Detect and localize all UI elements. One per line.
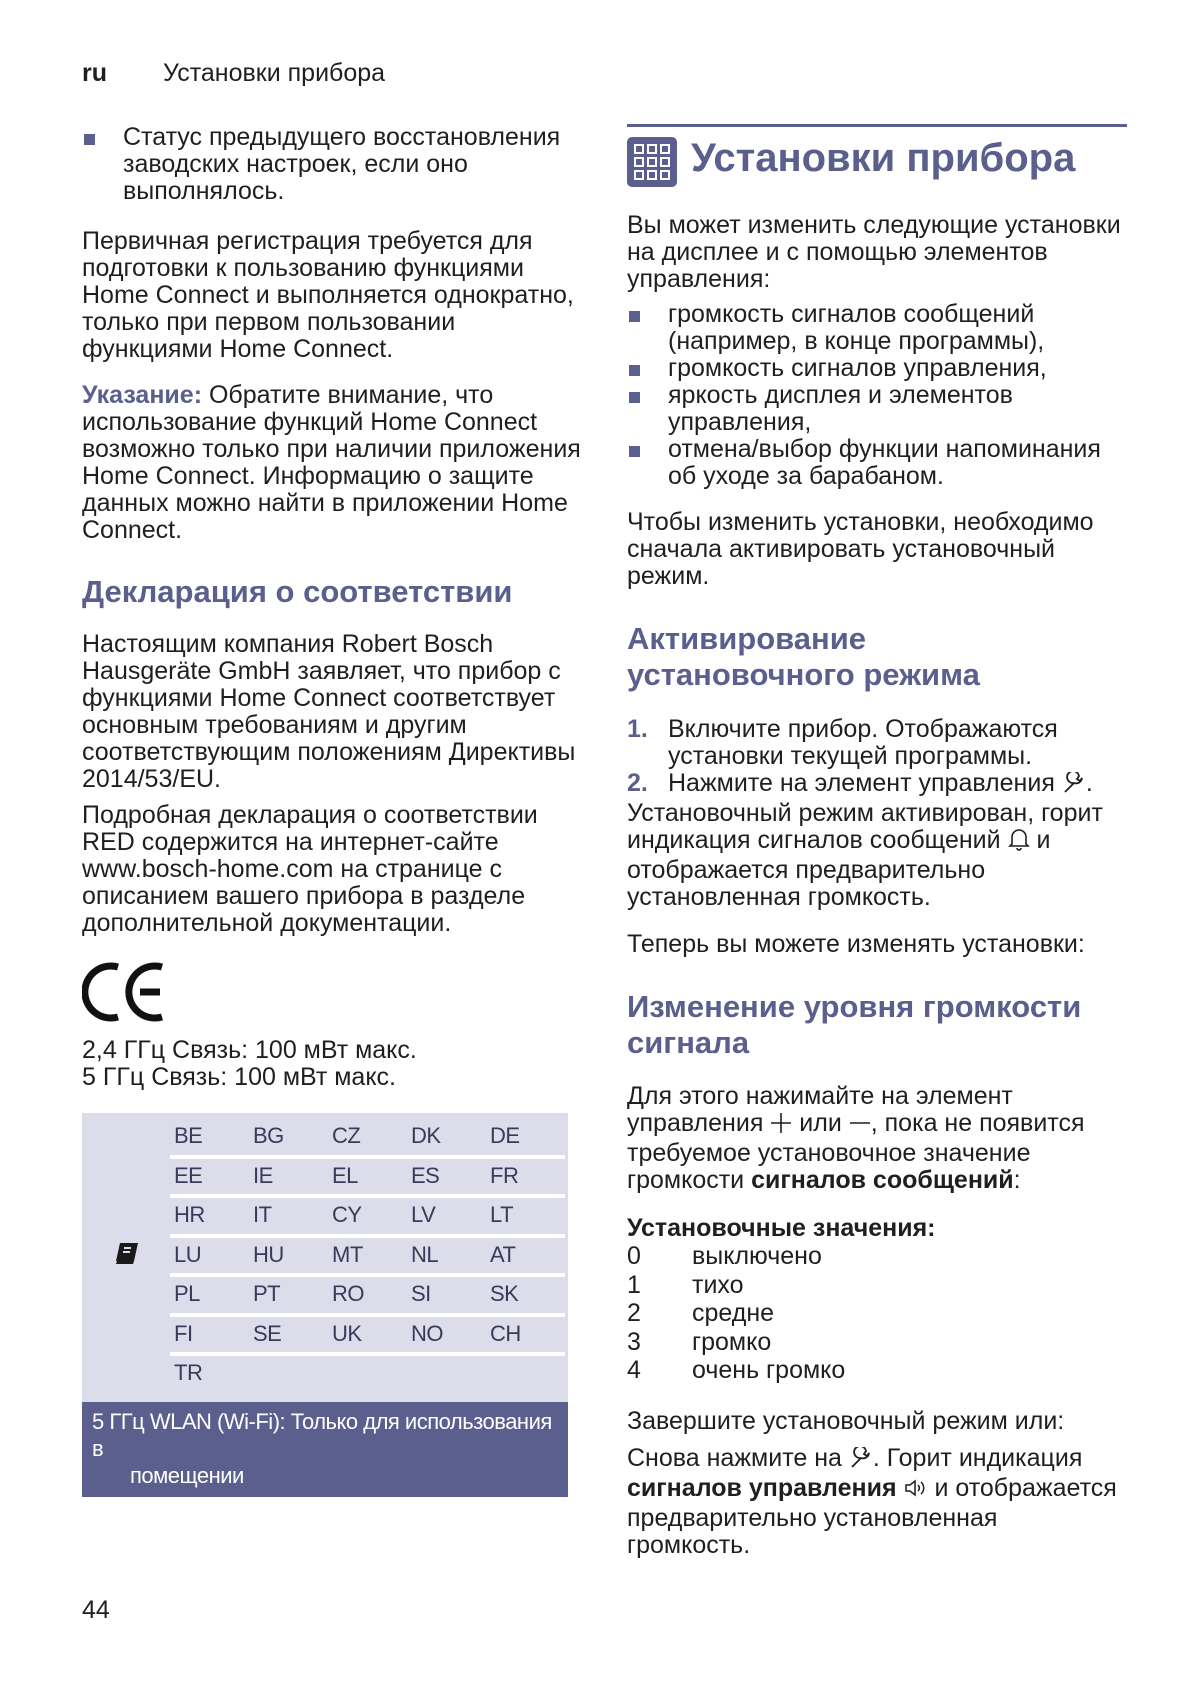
press-again-text: Снова нажмите на [627,1443,842,1472]
value-row [627,1356,1127,1385]
country-code: LT [486,1198,565,1238]
value-row [627,1328,1127,1357]
volume-text-2: , пока не появится требуемое установочное значение громкости [627,1109,1085,1194]
ce-mark [82,959,582,1029]
country-code: IE [249,1159,328,1199]
country-code: LV [407,1198,486,1238]
country-row [170,1238,568,1278]
country-code: BG [249,1119,328,1159]
country-code: FR [486,1159,565,1199]
country-code: SK [486,1277,565,1317]
language-code: ru [82,59,107,87]
step-2-result [627,800,1127,911]
declaration-details-paragraph: Подробная декларация о соответствии RED содержится на интернет-сайте www.bosch-home.com на странице с описанием вашего прибора в разделе дополнительной документации. [82,801,538,937]
country-empty-cell [328,1356,407,1396]
minus-icon [849,1112,871,1140]
country-empty-cell [249,1356,328,1396]
country-code: TR [174,1360,203,1385]
wlan-indoor-note [82,1402,568,1497]
intro-paragraph: Вы может изменить следующие установки на дисплее и с помощью элементов управления: [627,211,1121,293]
press-again-text-3: и отображается предварительно установленная громкость. [627,1473,1117,1559]
volume-heading-line2: сигнала [627,1025,750,1060]
list-item: Статус предыдущего восстановления заводских настроек, если оно выполнялось. [82,124,582,205]
country-row [170,1317,568,1357]
step-2-result-text: Установочный режим активирован, горит индикация сигналов сообщений [627,799,1103,854]
country-code: NO [407,1317,486,1357]
step-2 [627,770,1127,800]
country-grid [82,1113,568,1402]
bell-icon [1008,827,1030,857]
country-code: CZ [328,1119,407,1159]
country-code: SE [249,1317,328,1357]
country-code: DK [407,1119,486,1159]
declaration-paragraph: Настоящим компания Robert Bosch Hausgeräte GmbH заявляет, что прибор с функциями Home Connect соответствует основным требованиям и другим соответствующим положениям Директивы 2014/53/EU. [82,630,576,793]
country-code: ES [407,1159,486,1199]
speaker-icon [904,1477,928,1505]
page-number: 44 [82,1596,110,1624]
values-heading: Установочные значения: [627,1214,936,1242]
frequency-5ghz: 5 ГГц Связь: 100 мВт макс. [82,1063,397,1091]
value-label: тихо [692,1270,744,1299]
right-column [627,124,1127,1559]
volume-heading [627,989,1127,1061]
volume-heading-line1: Изменение уровня громкости [627,989,1082,1024]
list-item: яркость дисплея и элементов управления, [627,382,1127,436]
running-header: Установки прибора [163,59,386,87]
volume-text-bold: сигналов сообщений [751,1166,1014,1194]
country-code: FI [170,1317,249,1357]
country-code: IT [249,1198,328,1238]
country-code: BE [170,1119,249,1159]
step-number: 2. [627,769,648,797]
finish-paragraph: Завершите установочный режим или: [627,1406,1065,1435]
value-key: 1 [627,1270,641,1299]
country-code: DE [486,1119,565,1159]
value-row [627,1271,1127,1300]
note-label: Указание: [82,381,203,409]
country-empty-cell [486,1356,565,1396]
value-label: выключено [692,1242,822,1270]
registration-paragraph: Первичная регистрация требуется для подготовки к пользованию функциями Home Connect и выполняется однократно, только при первом пользовании функциями Home Connect. [82,227,574,363]
volume-text-or: или [799,1109,842,1137]
country-code: HU [249,1238,328,1278]
country-row [170,1277,568,1317]
value-key: 2 [627,1299,641,1327]
settings-list [627,301,1127,490]
value-label: громко [692,1327,772,1356]
value-label: средне [692,1299,775,1327]
step-number: 1. [627,715,648,743]
country-row [170,1198,568,1238]
wrench-icon [849,1447,873,1475]
activate-heading [627,621,1127,693]
country-code: LU [170,1238,249,1278]
country-row [170,1119,568,1159]
country-code: RO [328,1277,407,1317]
now-change-paragraph: Теперь вы можете изменять установки: [627,930,1085,958]
wlan-note-line2: помещении [130,1462,244,1488]
value-label: очень громко [692,1356,846,1384]
country-row [170,1356,568,1396]
country-restrictions-box [82,1113,568,1497]
step-2-result-text-2: и отображается предварительно установленная громкость. [627,826,1051,911]
press-again-bold: сигналов управления [627,1473,897,1502]
step-text: Нажмите на элемент управления [668,769,1055,797]
activate-instructions: Чтобы изменить установки, необходимо сначала активировать установочный режим. [627,508,1094,590]
volume-paragraph [627,1083,1127,1194]
country-code: PL [170,1277,249,1317]
country-empty-cell [407,1356,486,1396]
country-code: MT [328,1238,407,1278]
settings-grid-icon [627,137,677,187]
step-1 [627,716,1127,770]
value-row [627,1299,1127,1328]
country-code: UK [328,1317,407,1357]
status-bullet-list [82,124,582,205]
plus-icon [770,1112,792,1140]
value-key: 4 [627,1356,641,1384]
step-text: Включите прибор. Отображаются установки текущей программы. [668,715,1058,770]
value-key: 3 [627,1327,641,1356]
activate-heading-line1: Активирование [627,621,867,656]
activate-heading-line2: установочного режима [627,657,980,692]
country-code: AT [486,1238,565,1278]
note-text: Обратите внимание, что использование функций Home Connect возможно только при наличии приложения Home Connect. Информацию о защите данных можно найти в приложении Home Connect. [82,381,581,544]
wlan-note-line1: 5 ГГц WLAN (Wi-Fi): Только для использования в [92,1408,552,1461]
value-key: 0 [627,1242,641,1270]
declaration-heading: Декларация о соответствии [82,574,513,609]
book-icon [114,1241,140,1271]
list-item: громкость сигналов сообщений (например, в конце программы), [627,301,1127,355]
country-code: CH [486,1317,565,1357]
section-title-bar [627,124,1127,187]
press-again-text-2: . Горит индикация [872,1443,1083,1472]
period: . [1085,769,1093,797]
volume-text: Для этого нажимайте на элемент управления [627,1082,1013,1137]
country-code: EL [328,1159,407,1199]
note-paragraph [82,382,582,544]
press-again-paragraph [627,1445,1127,1559]
country-code: NL [407,1238,486,1278]
left-column [82,124,582,1497]
colon: : [1013,1166,1021,1194]
list-item: громкость сигналов управления, [627,355,1127,382]
country-code: CY [328,1198,407,1238]
section-title: Установки прибора [691,136,1076,180]
value-row [627,1242,1127,1271]
country-code: SI [407,1277,486,1317]
country-code: EE [170,1159,249,1199]
activate-steps [627,716,1127,800]
country-row [170,1159,568,1199]
list-item: отмена/выбор функции напоминания об уходе за барабаном. [627,436,1127,490]
wrench-icon [1062,772,1086,800]
frequency-24ghz: 2,4 ГГц Связь: 100 мВт макс. [82,1036,417,1064]
country-code: HR [170,1198,249,1238]
country-code: PT [249,1277,328,1317]
values-table [627,1242,1127,1385]
